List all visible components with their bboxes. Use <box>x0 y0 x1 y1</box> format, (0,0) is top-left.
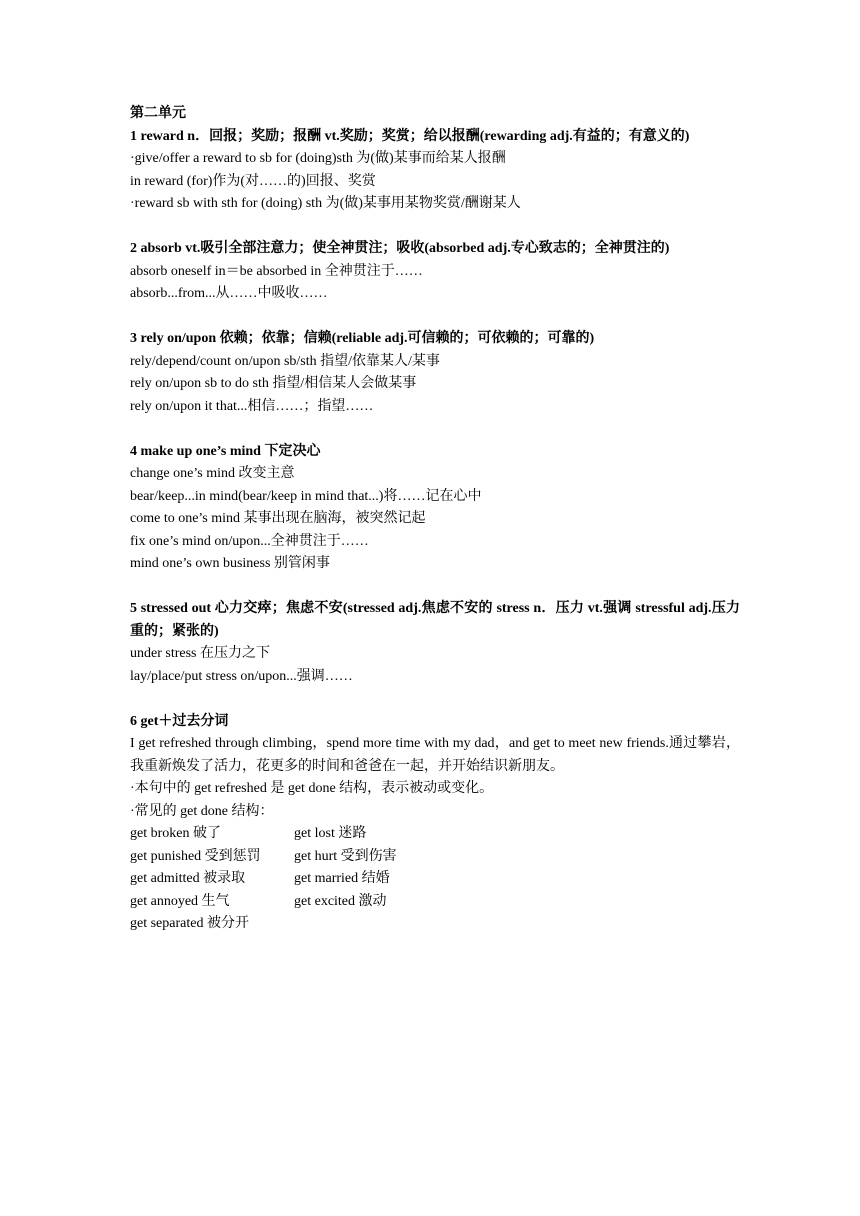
section-4-line: fix one’s mind on/upon...全神贯注于…… <box>130 533 369 549</box>
section-6-line: ·本句中的 get refreshed 是 get done 结构，表示被动或变化。 <box>130 781 494 796</box>
section-spacer <box>130 688 740 711</box>
section-2-heading: 2 absorb vt.吸引全部注意力；使全神贯注；吸收(absorbed adj.专心致志的；全神贯注的) <box>130 241 670 256</box>
phrase-pair-row <box>130 868 740 891</box>
section-4-line: come to one’s mind 某事出现在脑海，被突然记起 <box>130 511 426 526</box>
section-spacer <box>130 306 740 329</box>
phrase-left: get admitted 被录取 <box>130 871 246 886</box>
section-4-line: mind one’s own business 别管闲事 <box>130 556 330 571</box>
section-6-heading: 6 get＋过去分词 <box>130 713 229 729</box>
phrase-left: get broken 破了 <box>130 826 221 841</box>
phrase-left: get punished 受到惩罚 <box>130 848 261 864</box>
section-3-line: rely/depend/count on/upon sb/sth 指望/依靠某人/某事 <box>130 353 440 369</box>
section-3-heading: 3 rely on/upon 依赖；依靠；信赖(reliable adj.可信赖的；可依赖的；可靠的) <box>130 331 595 346</box>
section-5-line: under stress 在压力之下 <box>130 646 270 661</box>
document-content <box>130 103 740 936</box>
phrase-right: get excited 激动 <box>294 893 387 909</box>
phrase-left: get annoyed 生气 <box>130 893 230 909</box>
phrase-pair-row <box>130 891 740 914</box>
section-4-line: change one’s mind 改变主意 <box>130 466 295 481</box>
phrase-right: get lost 迷路 <box>294 826 367 841</box>
phrase-last: get separated 被分开 <box>130 916 249 931</box>
phrase-right: get hurt 受到伤害 <box>294 848 397 864</box>
section-4-heading: 4 make up one’s mind 下定决心 <box>130 443 321 459</box>
section-spacer <box>130 576 740 599</box>
section-1-line: in reward (for)作为(对……的)回报、奖赏 <box>130 173 376 189</box>
section-2-line: absorb...from...从……中吸收…… <box>130 286 328 301</box>
section-1-line: ·reward sb with sth for (doing) sth 为(做)某事用某物奖赏/酬谢某人 <box>130 196 521 211</box>
section-4-line: bear/keep...in mind(bear/keep in mind that...)将……记在心中 <box>130 488 482 504</box>
unit-title: 第二单元 <box>130 106 186 121</box>
section-spacer <box>130 418 740 441</box>
section-6-line: ·常见的 get done 结构： <box>130 803 274 819</box>
section-3-line: rely on/upon sb to do sth 指望/相信某人会做某事 <box>130 376 417 391</box>
section-1-line: ·give/offer a reward to sb for (doing)sth 为(做)某事而给某人报酬 <box>130 151 506 166</box>
section-5-line: lay/place/put stress on/upon...强调…… <box>130 668 353 684</box>
phrase-right: get married 结婚 <box>294 871 390 886</box>
section-6-example-paragraph: I get refreshed through climbing，spend more time with my dad，and get to meet new friends.通过攀岩，我重新焕发了活力，花更多的时间和爸爸在一起，并开始结识新朋友。 <box>130 736 740 774</box>
section-spacer <box>130 216 740 239</box>
section-1-heading: 1 reward n．回报；奖励；报酬 vt.奖励；奖赏；给以报酬(rewarding adj.有益的；有意义的) <box>130 128 690 144</box>
section-3-line: rely on/upon it that...相信……；指望…… <box>130 398 374 414</box>
section-5-heading: 5 stressed out 心力交瘁；焦虑不安(stressed adj.焦虑不安的 stress n．压力 vt.强调 stressful adj.压力重的；紧张的) <box>130 601 740 639</box>
section-2-line: absorb oneself in＝be absorbed in 全神贯注于…… <box>130 263 423 279</box>
phrase-pair-row <box>130 846 740 869</box>
phrase-pair-row <box>130 823 740 846</box>
